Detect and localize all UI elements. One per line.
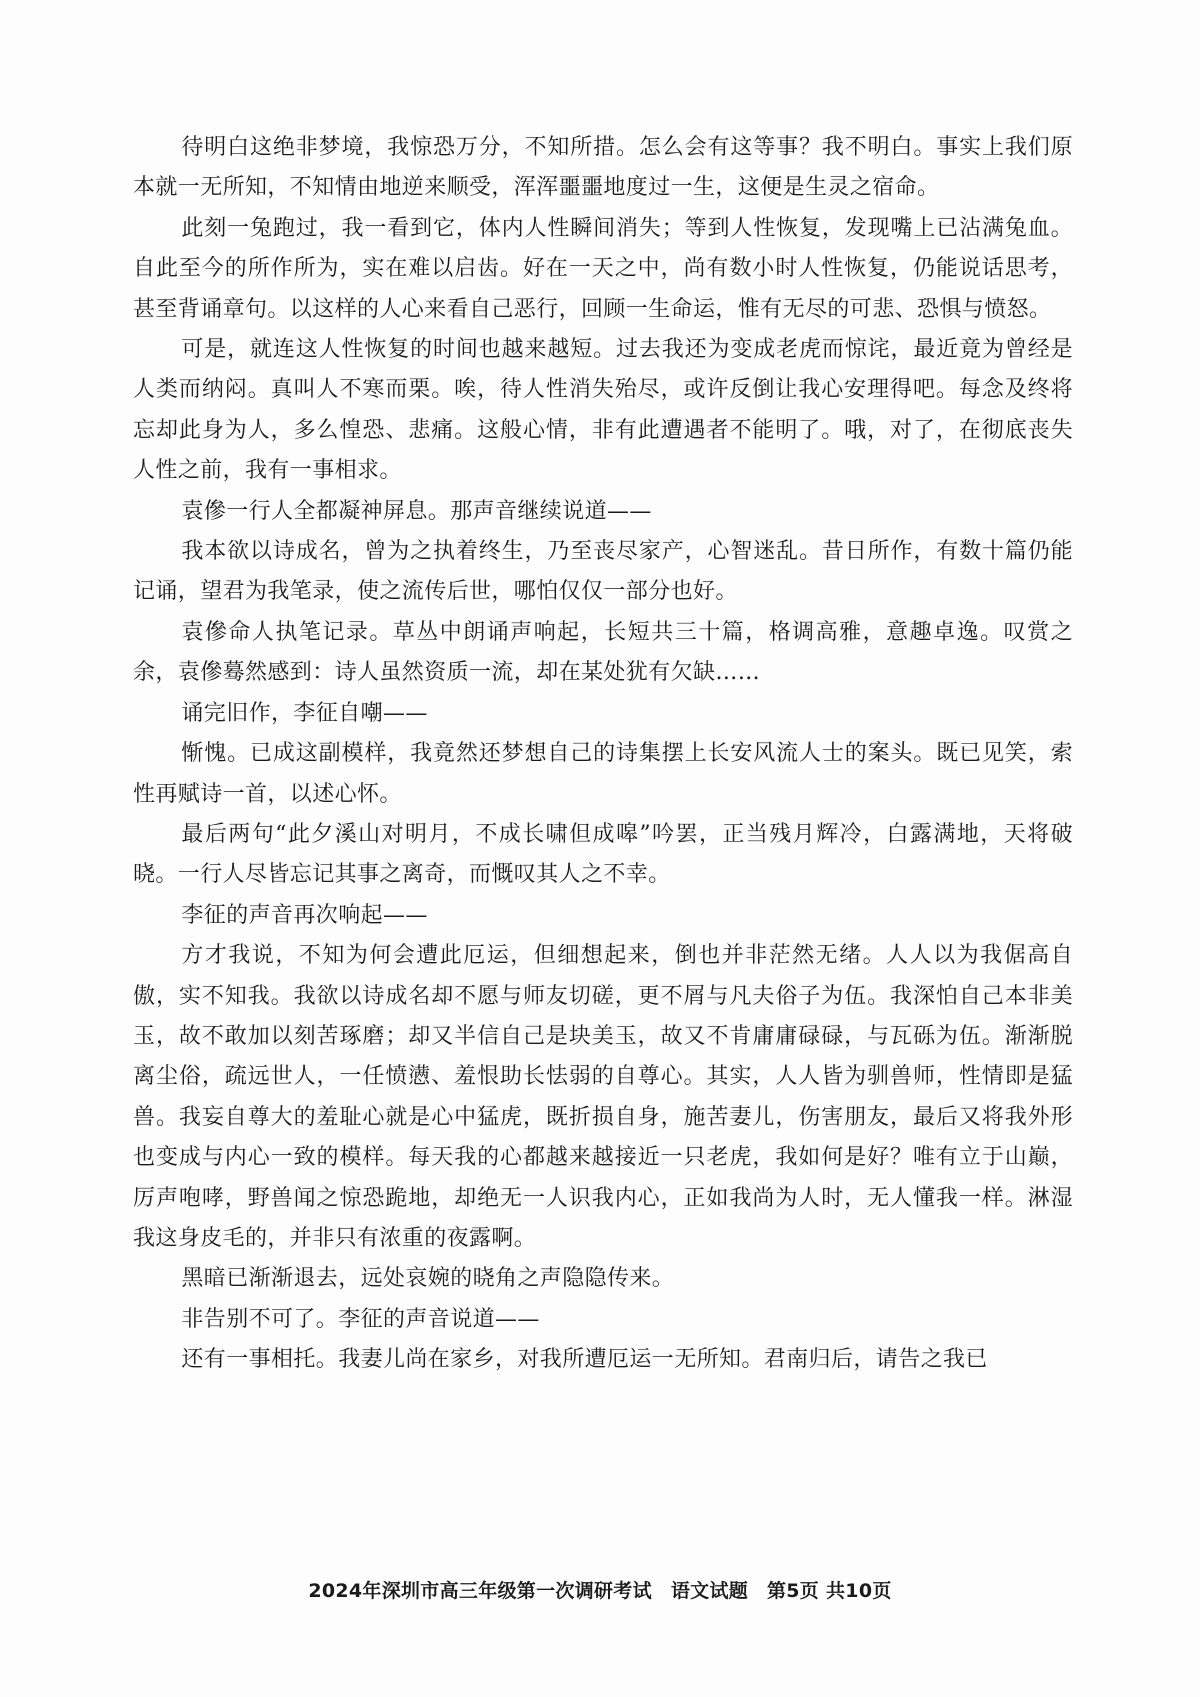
paragraph-8: 惭愧。已成这副模样，我竟然还梦想自己的诗集摆上长安风流人士的案头。既已见笑，索性再赋诗一首，以述心怀。: [133, 741, 1073, 807]
paragraph-10: 李征的声音再次响起——: [181, 902, 428, 928]
page-footer: [0, 1576, 1200, 1603]
article-body: [133, 128, 1073, 1381]
exam-title: 2024年深圳市高三年级第一次调研考试: [308, 1580, 652, 1602]
paragraph-7: 诵完旧作，李征自嘲——: [181, 700, 428, 726]
paragraph-9: 最后两句“此夕溪山对明月，不成长啸但成嗥”吟罢，正当残月辉冷，白露满地，天将破晓。一行人尽皆忘记其事之离奇，而慨叹其人之不幸。: [133, 821, 1073, 888]
paragraph-6: 袁傪命人执笔记录。草丛中朗诵声响起，长短共三十篇，格调高雅，意趣卓逸。叹赏之余，袁傪蓦然感到：诗人虽然资质一流，却在某处犹有欠缺……: [133, 619, 1073, 686]
page-number: 第5页 共10页: [766, 1580, 892, 1602]
subject-label: 语文试题: [670, 1580, 749, 1602]
paragraph-11: 方才我说，不知为何会遭此厄运，但细想起来，倒也并非茫然无绪。人人以为我倨高自傲，实不知我。我欲以诗成名却不愿与师友切磋，更不屑与凡夫俗子为伍。我深怕自己本非美玉，故不敢加以刻苦琢磨；却又半信自己是块美玉，故又不肯庸庸碌碌，与瓦砾为伍。渐渐脱离尘俗，疏远世人，一任愤懑、羞恨助长怯弱的自尊心。其实，人人皆为驯兽师，性情即是猛兽。我妄自尊大的羞耻心就是心中猛虎，既折损自身，施苦妻儿，伤害朋友，最后又将我外形也变成与内心一致的模样。每天我的心都越来越接近一只老虎，我如何是好？唯有立于山巅，厉声咆哮，野兽闻之惊恐跪地，却绝无一人识我内心，正如我尚为人时，无人懂我一样。淋湿我这身皮毛的，并非只有浓重的夜露啊。: [133, 943, 1073, 1251]
paragraph-13: 非告别不可了。李征的声音说道——: [181, 1306, 540, 1332]
paragraph-1: 待明白这绝非梦境，我惊恐万分，不知所措。怎么会有这等事？我不明白。事实上我们原本就一无所知，不知情由地逆来顺受，浑浑噩噩地度过一生，这便是生灵之宿命。: [133, 135, 1073, 201]
paragraph-3: 可是，就连这人性恢复的时间也越来越短。过去我还为变成老虎而惊诧，最近竟为曾经是人类而纳闷。真叫人不寒而栗。唉，待人性消失殆尽，或许反倒让我心安理得吧。每念及终将忘却此身为人，多么惶恐、悲痛。这般心情，非有此遭遇者不能明了。哦，对了，在彻底丧失人性之前，我有一事相求。: [133, 337, 1073, 484]
paragraph-12: 黑暗已渐渐退去，远处哀婉的晓角之声隐隐传来。: [181, 1266, 675, 1292]
paragraph-5: 我本欲以诗成名，曾为之执着终生，乃至丧尽家产，心智迷乱。昔日所作，有数十篇仍能记诵，望君为我笔录，使之流传后世，哪怕仅仅一部分也好。: [133, 539, 1073, 605]
paragraph-14: 还有一事相托。我妻儿尚在家乡，对我所遭厄运一无所知。君南归后，请告之我已: [181, 1347, 988, 1373]
paragraph-2: 此刻一兔跑过，我一看到它，体内人性瞬间消失；等到人性恢复，发现嘴上已沾满兔血。自此至今的所作所为，实在难以启齿。好在一天之中，尚有数小时人性恢复，仍能说话思考，甚至背诵章句。以这样的人心来看自己恶行，回顾一生命运，惟有无尽的可悲、恐惧与愤怒。: [133, 215, 1073, 322]
paragraph-4: 袁傪一行人全都凝神屏息。那声音继续说道——: [181, 498, 652, 524]
